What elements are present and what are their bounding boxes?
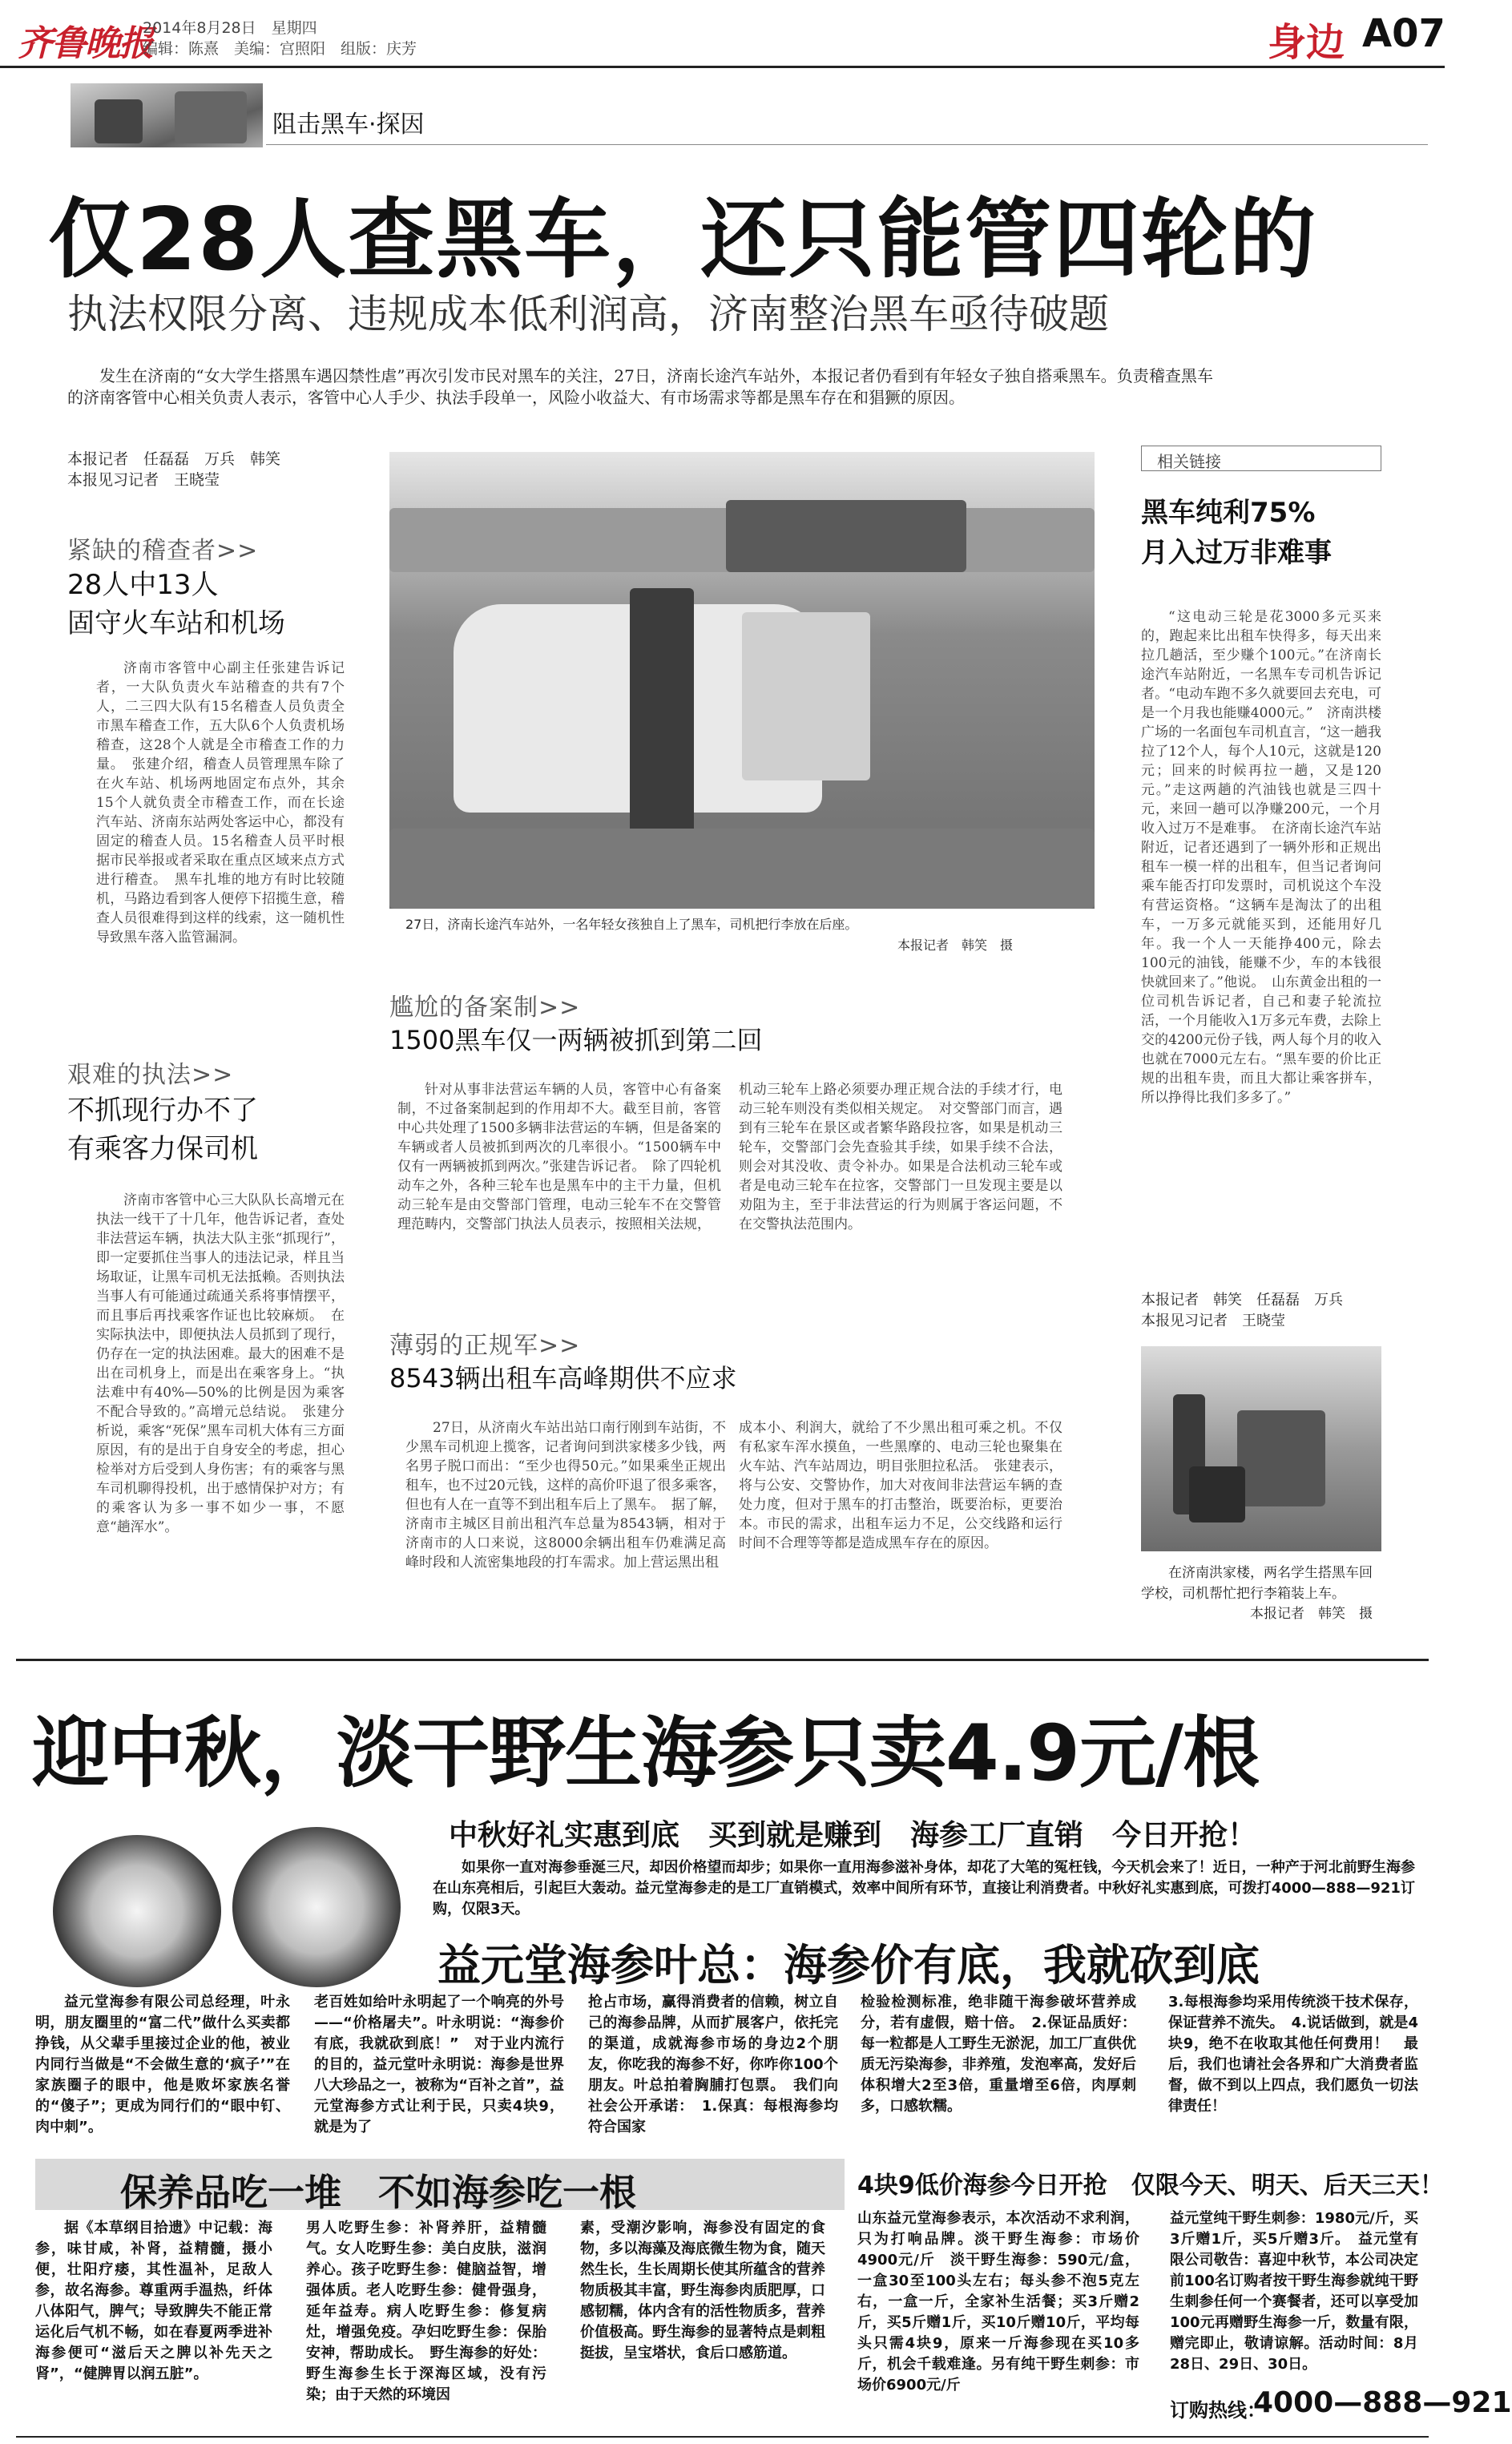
ad-bottom-col5: 益元堂纯干野生刺参：1980元/斤，买3斤赠1斤，买5斤赠3斤。 益元堂有限公司敬告：喜迎中秋节，本公司决定前100名订购者按干野生海参就纯干野生刺参任何一个赛餐者，还可以享受加100元再赠野生海参一斤，数量有限，赠完即止，敬请谅解。活动时间：8月28日、29日、30日。 [1170, 2210, 1418, 2373]
ad-col1: 益元堂海参有限公司总经理，叶永明，朋友圈里的“富二代”做什么买卖都挣钱，从父辈手里接过企业的他，被业内同行当做是“不会做生意的‘疯子’”在家族圈子的眼中，他是败坏家族名誉的“傻子”；更成为同行们的“眼中钉、肉中刺”。 [35, 1994, 290, 2135]
section1-body: 济南市客管中心副主任张建告诉记者，一大队负责火车站稽查的共有7个人，二三四大队有15名稽查人员负责全市黑车稽查工作，五大队6个人负责机场稽查，这28个人就是全市稽查工作的力量。 张建介绍，稽查人员管理黑车除了在火车站、机场两地固定布点外，其余15个人就负责全市稽查工作，而在长途汽车站、济南东站两处客运中心，都没有固定的稽查人员。15名稽查人员平时根据市民举报或者采取在重点区域来点方式进行稽查。 黑车扎堆的地方有时比较随机，马路边看到客人便停下招揽生意，稽查人员很难得到这样的线索，这一随机性导致黑车落入监管漏洞。 [96, 660, 345, 946]
series-tag: 阻击黑车·探因 [272, 111, 425, 139]
main-photo-credit: 本报记者 韩笑 摄 [897, 938, 1014, 953]
section4-body-left: 27日，从济南火车站出站口南行刚到车站街，不少黑车司机迎上揽客，记者询问到洪家楼多少钱，两名男子脱口而出：“至少也得50元。”如果乘坐正规出租车，也不过20元钱，这样的高价吓退了很多乘客，但也有人在一直等不到出租车后上了黑车。 据了解，济南市主城区目前出租汽车总量为8543辆，相对于济南市的人口来说，这8000余辆出租车仍难满足高峰时段和人流密集地段的打车需求。加上营运黑出租 [405, 1420, 726, 1571]
sidebar-head-line1: 黑车纯利75% [1141, 497, 1316, 529]
section3-head: 1500黑车仅一两辆被抓到第二回 [389, 1025, 763, 1055]
sidebar-byline2: 本报见习记者 王晓莹 [1141, 1313, 1285, 1329]
sidebar-photo [1141, 1346, 1381, 1551]
section1-head-line2: 固守火车站和机场 [67, 607, 285, 639]
headline: 仅28人查黑车，还只能管四轮的 [48, 190, 1318, 290]
byline-reporters: 本报记者 任磊磊 万兵 韩笑 [67, 450, 281, 468]
ad-bottom-col3: 素，受潮汐影响，海参没有固定的食物，多以海藻及海底微生物为食，随天然生长，生长周期长使其所蕴含的营养物质极其丰富，野生海参肉质肥厚，口感韧糯，体内含有的活性物质多，营养价值极高。野生海参的显著特点是刺粗挺拔，呈宝塔状，食后口感筋道。 [580, 2220, 825, 2361]
ad-banner: 中秋好礼实惠到底 买到就是赚到 海参工厂直销 今日开抢！ [449, 1819, 1257, 1852]
sidebar-photo-credit: 本报记者 韩笑 摄 [1250, 1606, 1373, 1622]
sidebar-head-line2: 月入过万非难事 [1141, 537, 1332, 569]
series-thumbnail [71, 83, 263, 147]
masthead-staff: 编辑：陈熹 美编：宫照阳 组版：庆芳 [143, 40, 417, 58]
section2-head-line1: 不抓现行办不了 [67, 1095, 258, 1127]
sidebar-label: 相关链接 [1157, 452, 1221, 471]
ad-bottom-col2: 男人吃野生参：补肾养肝，益精髓气。女人吃野生参：美白皮肤，滋润养心。孩子吃野生参：健脑益智，增强体质。老人吃野生参：健骨强身，延年益寿。病人吃野生参：修复病灶，增强免疫。孕妇吃野生参：保胎安神，帮助成长。 野生海参的好处：野生海参生长于深海区域，没有污染；由于天然的环境因 [306, 2220, 546, 2403]
ad-sale-head: 4块9低价海参今日开抢 仅限今天、明天、后天三天！ [857, 2172, 1444, 2200]
ad-col5: 3.每根海参均采用传统淡干技术保存，保证营养不流失。 4.说话做到，就是4块9，绝不在收取其他任何费用！ 最后，我们也请社会各界和广大消费者监督，做不到以上四点，我们愿负一切法律责任！ [1168, 1994, 1418, 2115]
ad-hotline-label: 订购热线： [1170, 2399, 1266, 2422]
section2-head-line2: 有乘客力保司机 [67, 1133, 258, 1165]
section2-kicker: 艰难的执法>> [67, 1061, 234, 1089]
section3-kicker: 尴尬的备案制>> [389, 994, 581, 1022]
byline-intern: 本报见习记者 王晓莹 [67, 471, 220, 489]
ad-hotline-number: 4000—888—921 [1253, 2386, 1512, 2419]
ad-headline: 迎中秋，淡干野生海参只卖4.9元/根 [32, 1708, 1260, 1798]
section2-body: 济南市客管中心三大队队长高增元在执法一线干了十几年，他告诉记者，查处非法营运车辆，执法大队主张“抓现行”，即一定要抓住当事人的违法记录，样且当场取证，让黑车司机无法抵赖。否则执法当事人有可能通过疏通关系将事情摆平，而且事后再找乘客作证也比较麻烦。 在实际执法中，即便执法人员抓到了现行，仍存在一定的执法困难。最大的困难不是出在司机身上，而是出在乘客身上。“执法难中有40%—50%的比例是因为乘客不配合导致的。”高增元总结说。 张建分析说，乘客“死保”黑车司机大体有三方面原因，有的是出于自身安全的考虑，担心检举对方后受到人身伤害；有的乘客与黑车司机聊得投机，出于感情保护对方；有的乘客认为多一事不如少一事，不愿意“趟浑水”。 [96, 1192, 345, 1535]
ad-bottom-col1: 据《本草纲目拾遗》中记载：海参，味甘咸，补肾，益精髓，摄小便，壮阳疗痿，其性温补，足敌人参，故名海参。尊重两手温热，纤体八体阳气，脾气；导致脾失不能正常运化后气机不畅，如在春夏两季进补海参便可“滋后天之脾以补先天之肾”，“健脾胃以润五脏”。 [35, 2220, 272, 2382]
section4-kicker: 薄弱的正规军>> [389, 1332, 581, 1360]
ad-subhead: 益元堂海参叶总：海参价有底，我就砍到底 [437, 1940, 1260, 1990]
section1-head-line1: 28人中13人 [67, 569, 219, 601]
ad-sea-cucumber-photo [38, 1798, 412, 2013]
main-photo-caption: 27日，济南长途汽车站外，一名年轻女孩独自上了黑车，司机把行李放在后座。 [405, 917, 858, 932]
ad-bottom-col4: 山东益元堂海参表示，本次活动不求利润，只为打响品牌。淡干野生海参：市场价4900元/斤 淡干野生海参：590元/盒，一盒30至100头左右；每头参不泡5克左右，一盒一斤，全家补生活餐；买3斤赠2斤，买5斤赠1斤，买10斤赠10斤，平均每头只需4块9，原来一斤海参现在买10多斤，机会千载难逢。另有纯干野生刺参：市场价6900元/斤 [857, 2210, 1139, 2394]
subheadline: 执法权限分离、违规成本低利润高，济南整治黑车亟待破题 [67, 291, 1109, 337]
section-name: 身边 [1268, 20, 1345, 65]
ad-col2: 老百姓如给叶永明起了一个响亮的外号——“价格屠夫”。叶永明说：“海参价有底，我就砍到底！” 对于业内流行的目的，益元堂叶永明说：海参是世界八大珍品之一，被称为“百补之首”，益元堂海参方式让利于民，只卖4块9，就是为了 [314, 1994, 564, 2135]
ad-col4: 检验检测标准，绝非随干海参破坏营养成分，若有虚假，赔十倍。 2.保证品质好：每一粒都是人工野生无淤泥，加工厂直供优质无污染海参，非养殖，发泡率高，发好后体积增大2至3倍，重量增至6倍，肉厚刺多，口感软糯。 [861, 1994, 1136, 2115]
masthead-date: 2014年8月28日 星期四 [143, 19, 317, 37]
sidebar-body: “这电动三轮是花3000多元买来的，跑起来比出租车快得多，每天出来拉几趟活，至少赚个100元。”在济南长途汽车站附近，一名黑车专司机告诉记者。“电动车跑不多久就要回去充电，可是一个月我也能赚4000元。” 济南洪楼广场的一名面包车司机直言，“这一趟我拉了12个人，每个人10元，这就是120元；回来的时候再拉一趟，又是120元。”走这两趟的汽油钱也就是三四十元，来回一趟可以净赚200元，一个月收入过万不是难事。 在济南长途汽车站附近，记者还遇到了一辆外形和正规出租车一模一样的出租车，但当记者询问乘车能否打印发票时，司机说这个车没有营运资格。“这辆车是淘汰了的出租车，一万多元就能买到，还能用好几年。我一个人一天能挣400元，除去100元的油钱，能赚不少，车的本钱很快就回来了。”他说。 山东黄金出租的一位司机告诉记者，自己和妻子轮流拉活，一个月能收入1万多元车费，去除上交的4200元份子钱，两人每个月的收入也就在7000元左右。“黑车要的价比正规的出租车贵，而且大都让乘客拼车，所以挣得比我们多多了。” [1141, 609, 1381, 1106]
section3-body-left: 针对从事非法营运车辆的人员，客管中心有备案制，不过备案制起到的作用却不大。截至目前，客管中心共处理了1500多辆非法营运的车辆，但是备案的车辆或者人员被抓到两次的几率很小。“1500辆车中仅有一两辆被抓到两次。”张建告诉记者。 除了四轮机动车之外，各种三轮车也是黑车中的主干力量，但机动三轮车是由交警部门管理，电动三轮车不在交警管理范畴内，交警部门执法人员表示，按照相关法规， [397, 1082, 721, 1232]
section4-body-right: 成本小、利润大，就给了不少黑出租可乘之机。不仅有私家车浑水摸鱼，一些黑摩的、电动三轮也聚集在火车站、汽车站周边，明目张胆拉私活。 张建表示，将与公安、交警协作，加大对夜间非法营运车辆的查处力度，但对于黑车的打击整治，既要治标，更要治本。市民的需求，出租车运力不足，公交线路和运行时间不合理等等都是造成黑车存在的原因。 [739, 1420, 1062, 1551]
sidebar-byline1: 本报记者 韩笑 任磊磊 万兵 [1141, 1292, 1343, 1309]
ad-col3: 抢占市场，赢得消费者的信赖，树立自己的海参品牌，从而扩展客户，依托完的渠道，成就海参市场的身边2个朋友，你吃我的海参不好，你咋你100个朋友。叶总拍着胸脯打包票。 我们向社会公开承诺： 1.保真：每根海参均符合国家 [588, 1994, 838, 2135]
page-number: A07 [1362, 11, 1445, 56]
ad-band-text: 保养品吃一堆 不如海参吃一根 [120, 2171, 636, 2214]
section1-kicker: 紧缺的稽查者>> [67, 537, 259, 565]
sidebar-photo-caption: 在济南洪家楼，两名学生搭黑车回学校，司机帮忙把行李箱装上车。 [1141, 1565, 1373, 1602]
main-photo [389, 452, 1095, 909]
page-bottom-rule [16, 2436, 1429, 2438]
ad-intro: 如果你一直对海参垂涎三尺，却因价格望而却步；如果你一直用海参滋补身体，却花了大笔的冤枉钱，今天机会来了！近日，一种产于河北前野生海参在山东亮相后，引起巨大轰动。益元堂海参走的是工厂直销模式，效率中间所有环节，直接让利消费者。中秋好礼实惠到底，可拨打4000—888—921订购，仅限3天。 [433, 1859, 1415, 1918]
series-rule [266, 144, 1428, 145]
section3-body-right: 机动三轮车上路必须要办理正规合法的手续才行，电动三轮车则没有类似相关规定。 对交警部门而言，遇到有三轮车在景区或者繁华路段拉客，如果是机动三轮车，交警部门会先查验其手续，如果手续不合法，则会对其没收、责令补办。如果是合法机动三轮车或者是电动三轮车在拉客，交警部门一旦发现主要是以劝阻为主，至于非法营运的行为则属于客运问题，不在交警执法范围内。 [739, 1082, 1062, 1232]
masthead-logo: 齐鲁晚报 [18, 23, 152, 64]
lead-paragraph: 发生在济南的“女大学生搭黑车遇囚禁性虐”再次引发市民对黑车的关注，27日，济南长途汽车站外，本报记者仍看到有年轻女子独自搭乘黑车。负责稽查黑车的济南客管中心相关负责人表示，客管中心人手少、执法手段单一，风险小收益大、有市场需求等都是黑车存在和猖獗的原因。 [67, 366, 1213, 407]
ad-top-rule [16, 1659, 1429, 1661]
masthead-rule [0, 66, 1445, 68]
section4-head: 8543辆出租车高峰期供不应求 [389, 1363, 737, 1393]
